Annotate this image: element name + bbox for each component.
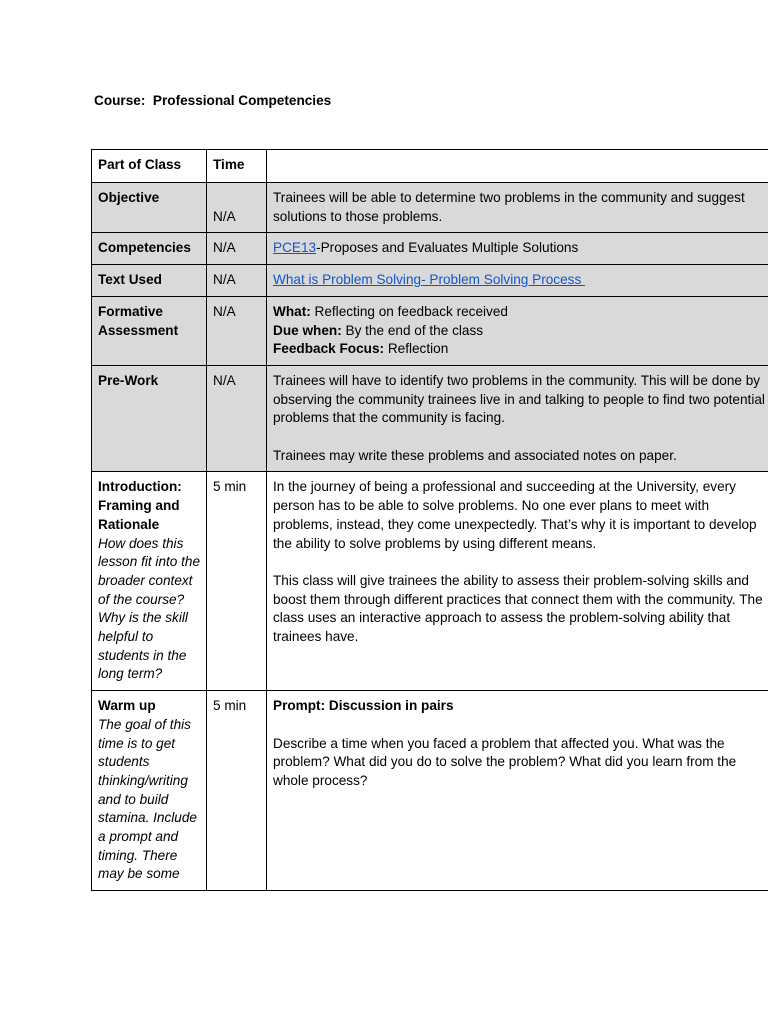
due-text: By the end of the class — [341, 322, 484, 338]
intro-p1: In the journey of being a professional and succeeding at the University, every person has to be able to solve problems. No one ever plans to meet with problems, instead, they come unexpectedly. That’s why it is important to develop the ability to solve problems by using different means. — [273, 479, 757, 551]
what-label: What: — [273, 303, 311, 319]
prework-time: N/A — [207, 365, 267, 472]
table-header-row — [92, 150, 768, 183]
row-competencies — [92, 233, 768, 265]
intro-label-cell — [92, 472, 207, 691]
objective-label: Objective — [92, 183, 207, 233]
prework-p2: Trainees may write these problems and associated notes on paper. — [273, 447, 677, 463]
intro-sub: How does this lesson fit into the broader context of the course? Why is the skill helpful to students in the long term? — [98, 535, 201, 682]
competencies-label: Competencies — [92, 233, 207, 265]
objective-time: N/A — [213, 208, 236, 224]
intro-p2: This class will give trainees the ability to assess their problem-solving skills and boost them through different practices that connect them with the community. The class uses an interactive approach to assess the problem-solving ability that trainees have. — [273, 572, 763, 645]
problem-solving-link[interactable]: What is Problem Solving- Problem Solving Process — [273, 272, 586, 288]
formative-cell — [267, 296, 768, 365]
warmup-time: 5 min — [207, 691, 267, 891]
warmup-p1: Describe a time when you faced a problem that affected you. What was the problem? What did you do to solve the problem? What did you learn from the whole process? — [273, 735, 737, 788]
formative-time: N/A — [207, 296, 267, 365]
text-used-label: Text Used — [92, 265, 207, 297]
row-pre-work — [92, 365, 768, 472]
focus-text: Reflection — [384, 341, 449, 357]
text-used-cell — [267, 265, 768, 297]
warmup-label: Warm up — [98, 698, 156, 714]
warmup-cell — [267, 691, 768, 891]
competencies-time: N/A — [207, 233, 267, 265]
course-title: Course: Professional Competencies — [94, 93, 332, 108]
header-time: Time — [207, 150, 267, 183]
formative-what — [273, 303, 766, 322]
header-content — [267, 150, 768, 183]
warmup-sub: The goal of this time is to get students thinking/writing and to build stamina. Include a prompt and timing. There may be some — [98, 716, 197, 882]
competencies-cell — [267, 233, 768, 265]
objective-text: Trainees will be able to determine two problems in the community and suggest solutions to those problems. — [267, 183, 768, 233]
header-part-of-class: Part of Class — [92, 150, 207, 183]
lesson-plan-table — [91, 149, 768, 891]
formative-due — [273, 322, 766, 341]
row-text-used — [92, 265, 768, 297]
objective-time-cell — [207, 183, 267, 233]
focus-label: Feedback Focus: — [273, 341, 385, 357]
formative-focus — [273, 340, 766, 359]
row-objective — [92, 183, 768, 233]
prework-p1: Trainees will have to identify two problems in the community. This will be done by observing the community trainees live in and talking to people to find two potential problems that the community is facing. — [273, 372, 765, 426]
text-used-time: N/A — [207, 265, 267, 297]
row-warm-up — [92, 691, 768, 891]
intro-cell — [267, 472, 768, 691]
prework-label: Pre-Work — [92, 365, 207, 472]
warmup-prompt: Prompt: Discussion in pairs — [273, 698, 454, 714]
row-introduction — [92, 472, 768, 691]
row-formative-assessment — [92, 296, 768, 365]
intro-label: Introduction: Framing and Rationale — [98, 479, 182, 532]
due-label: Due when: — [273, 322, 342, 338]
formative-label: Formative Assessment — [92, 296, 207, 365]
what-text: Reflecting on feedback received — [310, 303, 508, 319]
competencies-text: -Proposes and Evaluates Multiple Solutions — [316, 240, 579, 256]
warmup-label-cell — [92, 691, 207, 891]
prework-cell — [267, 365, 768, 472]
intro-time: 5 min — [207, 472, 267, 691]
pce13-link[interactable]: PCE13 — [273, 240, 317, 256]
